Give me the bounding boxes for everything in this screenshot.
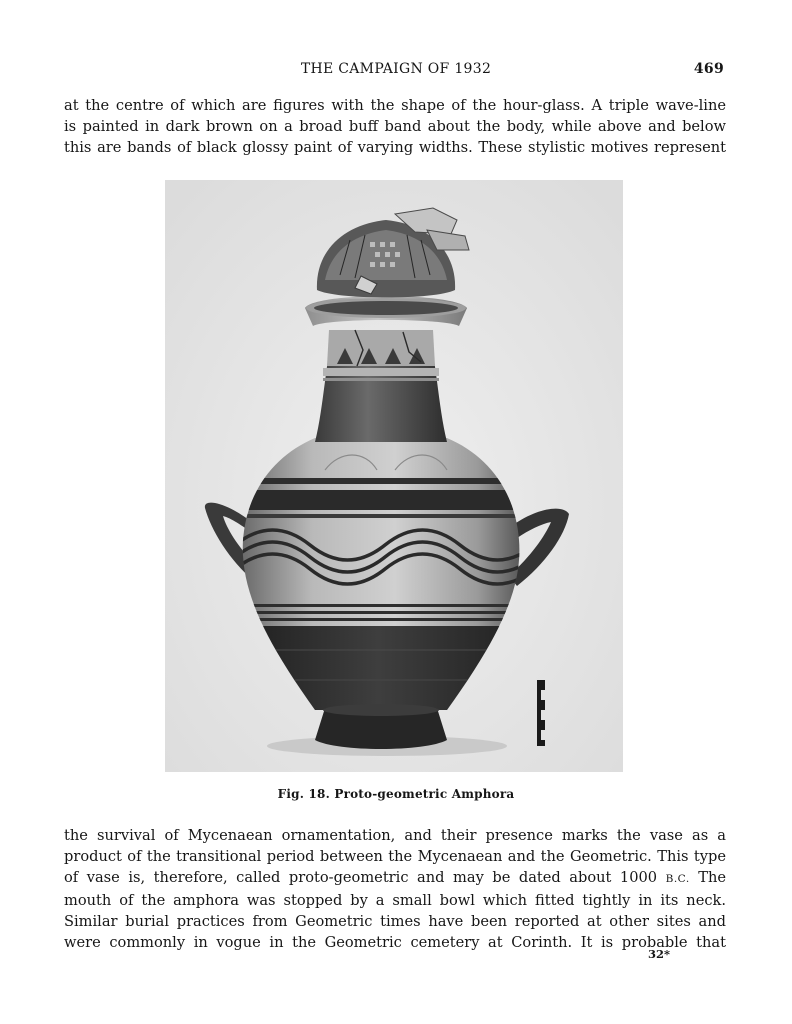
text-line-tail: The bbox=[698, 869, 727, 886]
amphora-photograph bbox=[165, 180, 623, 772]
text-line: mouth of the amphora was stopped by a small bowl which fitted tightly in its neck. bbox=[64, 892, 726, 909]
text-line: the survival of Mycenaean ornamentation, and their presence marks the vase as a bbox=[64, 827, 726, 844]
era-abbreviation: B.C. bbox=[665, 873, 690, 885]
page-number: 469 bbox=[693, 61, 724, 77]
amphora-illustration bbox=[165, 180, 623, 772]
text-line: this are bands of black glossy paint of varying widths. These stylistic motives represent bbox=[64, 139, 726, 156]
running-head bbox=[66, 61, 726, 81]
text-line: were commonly in vogue in the Geometric cemetery at Corinth. It is probable that bbox=[64, 934, 726, 951]
text-line: product of the transitional period between the Mycenaean and the Geometric. This type bbox=[64, 848, 726, 865]
text-line-with-era bbox=[64, 867, 726, 890]
paragraph-bottom bbox=[64, 825, 726, 953]
paragraph-top bbox=[64, 95, 726, 158]
text-line: is painted in dark brown on a broad buff band about the body, while above and below bbox=[64, 118, 726, 135]
figure-caption: Fig. 18. Proto-geometric Amphora bbox=[277, 787, 515, 801]
text-line-start: of vase is, therefore, called proto-geometric and may be dated about 1000 bbox=[64, 869, 658, 886]
running-head-title: THE CAMPAIGN OF 1932 bbox=[300, 61, 492, 77]
signature-mark: 32* bbox=[648, 947, 671, 961]
text-line: Similar burial practices from Geometric times have been reported at other sites and bbox=[64, 913, 726, 930]
text-line: at the centre of which are figures with the shape of the hour-glass. A triple wave-line bbox=[64, 97, 726, 114]
